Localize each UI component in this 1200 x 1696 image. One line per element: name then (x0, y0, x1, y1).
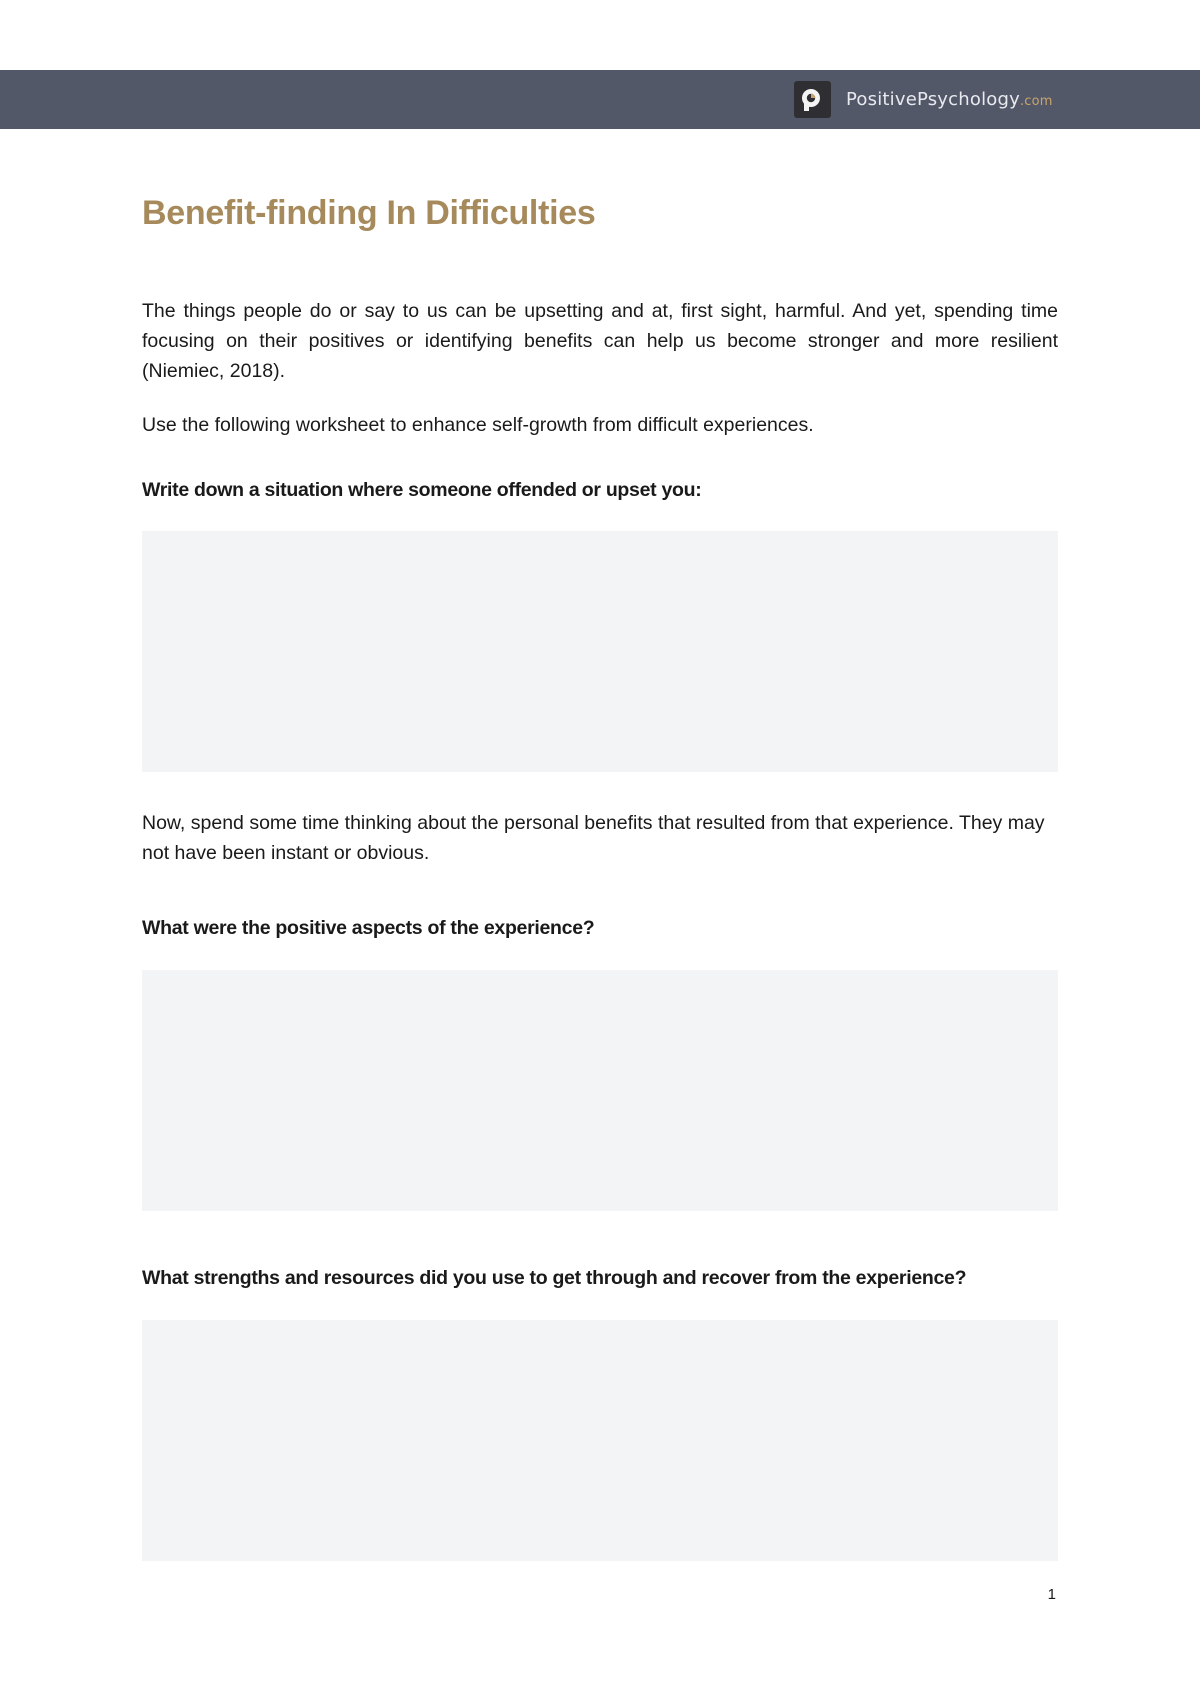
answer-box-strengths-resources[interactable] (142, 1320, 1058, 1561)
prompt-strengths-resources: What strengths and resources did you use to get through and recover from the experience? (142, 1267, 967, 1289)
prompt-positive-aspects: What were the positive aspects of the experience? (142, 917, 595, 939)
brand-name-text: PositivePsychology (846, 89, 1020, 110)
reflection-paragraph: Now, spend some time thinking about the personal benefits that resulted from that experience. They may not have been instant or obvious. (142, 812, 1045, 864)
prompt-situation: Write down a situation where someone offended or upset you: (142, 479, 702, 501)
answer-box-positive-aspects[interactable] (142, 970, 1058, 1211)
page-number: 1 (1047, 1586, 1056, 1603)
page-title: Benefit-finding In Difficulties (142, 194, 596, 232)
instruction-text: Use the following worksheet to enhance self-growth from difficult experiences. (142, 414, 814, 436)
brand-suffix: .com (1019, 94, 1053, 109)
brand-name (846, 89, 1053, 110)
header-band (0, 70, 1200, 129)
brand-logo-link[interactable] (794, 81, 1053, 118)
intro-paragraph: The things people do or say to us can be upsetting and at, first sight, harmful. And yet, spending time focusing on their positives or identifying benefits can help us become stronger and more resilient (Niemiec, 2018). (142, 300, 1058, 382)
answer-box-situation[interactable] (142, 531, 1058, 772)
positivepsychology-logo-icon (794, 81, 831, 118)
